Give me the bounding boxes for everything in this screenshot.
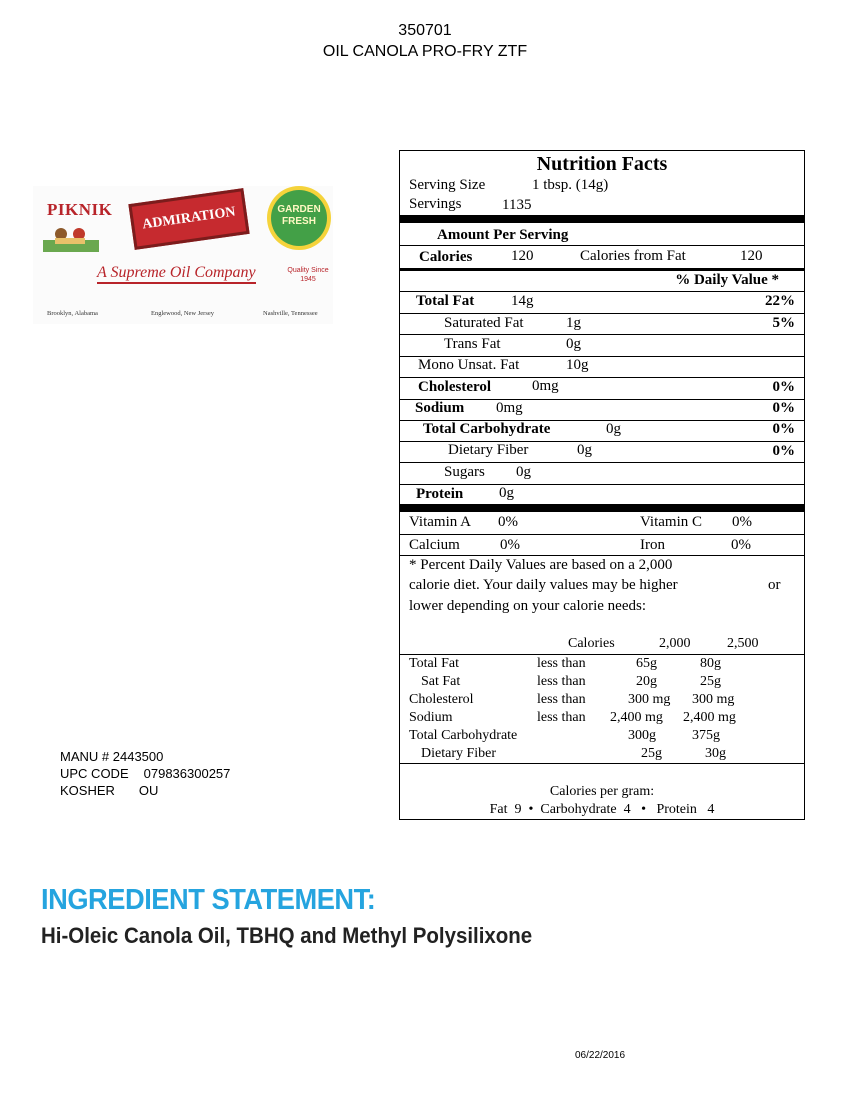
calories-per-gram-values <box>400 802 804 818</box>
ingredient-statement-text: Hi-Oleic Canola Oil, TBHQ and Methyl Polysilixone <box>41 923 533 948</box>
dv-row-qualifier: less than <box>537 656 586 671</box>
divider <box>400 245 804 246</box>
divider <box>400 555 804 556</box>
divider <box>400 534 804 535</box>
thick-divider <box>400 215 804 223</box>
vitamin-a-value: 0% <box>498 514 518 530</box>
nutrient-dv: 0% <box>772 443 795 459</box>
nutrient-amount: 1g <box>566 315 581 331</box>
upc-code <box>60 766 230 781</box>
daily-value-header: % Daily Value * <box>675 272 779 288</box>
nutrient-label: Sugars <box>444 464 485 480</box>
garden-fresh-logo-text: GARDEN FRESH <box>271 190 327 246</box>
amount-per-serving: Amount Per Serving <box>437 227 569 243</box>
iron-label: Iron <box>640 537 665 553</box>
cpg-fat-value: 9 <box>514 802 522 817</box>
dv-row-2000: 20g <box>636 674 657 689</box>
cpg-carb-label: Carbohydrate <box>540 802 617 817</box>
servings-value: 1135 <box>502 197 532 213</box>
divider <box>400 334 804 335</box>
nutrient-amount: 0g <box>566 336 581 352</box>
nutrient-amount: 0mg <box>532 378 559 394</box>
upc-label: UPC CODE <box>60 766 129 781</box>
nutrient-dv: 0% <box>772 400 795 416</box>
nutrient-amount: 0mg <box>496 400 523 416</box>
manu-value: 2443500 <box>112 749 164 764</box>
nutrient-amount: 0g <box>577 442 592 458</box>
divider <box>400 462 804 463</box>
nutrient-amount: 0g <box>516 464 531 480</box>
product-name: OIL CANOLA PRO-FRY ZTF <box>322 43 528 60</box>
dv-row-2500: 30g <box>705 746 726 761</box>
document-date: 06/22/2016 <box>575 1050 626 1061</box>
dv-row-2000: 2,400 mg <box>610 710 663 725</box>
company-logo <box>33 186 333 324</box>
nutrient-label: Saturated Fat <box>444 315 524 331</box>
divider <box>400 763 804 764</box>
piknik-logo-text: PIKNIK <box>47 200 113 219</box>
dv-row-label: Cholesterol <box>409 692 474 707</box>
nutrient-label: Protein <box>416 486 464 502</box>
nutrient-label: Trans Fat <box>444 336 501 352</box>
divider <box>400 654 804 655</box>
dv-row-2500: 300 mg <box>692 692 735 707</box>
iron-value: 0% <box>731 537 751 553</box>
bullet: • <box>528 802 534 817</box>
calories-fat-value: 120 <box>740 248 763 264</box>
nutrient-label: Total Carbohydrate <box>423 421 551 437</box>
nutrition-title: Nutrition Facts <box>536 153 668 175</box>
supreme-oil-logo-text: A Supreme Oil Company <box>97 264 256 284</box>
nutrient-dv: 22% <box>765 293 795 309</box>
nutrient-amount: 14g <box>511 293 534 309</box>
dv-row-qualifier: less than <box>537 692 586 707</box>
dv-col-2000: 2,000 <box>659 636 691 651</box>
vitamin-c-label: Vitamin C <box>640 514 703 530</box>
kosher-value: OU <box>138 783 159 798</box>
divider <box>400 484 804 485</box>
cpg-fat-label: Fat <box>489 802 508 817</box>
nutrient-label: Total Fat <box>416 293 475 309</box>
kosher-label: KOSHER <box>60 783 115 798</box>
divider <box>400 268 804 271</box>
dv-row-label: Sat Fat <box>421 674 461 689</box>
vitamin-a-label: Vitamin A <box>409 514 472 530</box>
nutrient-dv: 5% <box>772 315 795 331</box>
calcium-label: Calcium <box>409 537 460 553</box>
nutrient-amount: 0g <box>499 485 514 501</box>
divider <box>400 313 804 314</box>
divider <box>400 291 804 292</box>
dv-row-qualifier: less than <box>537 674 586 689</box>
servings-label: Servings <box>409 196 462 212</box>
dv-row-label: Sodium <box>409 710 453 725</box>
bullet: • <box>641 802 646 817</box>
picnic-illustration-icon <box>43 222 99 252</box>
ingredient-statement-title: INGREDIENT STATEMENT: <box>41 884 376 916</box>
footnote-line-3: lower depending on your calorie needs: <box>409 598 647 614</box>
footnote-or: or <box>768 577 781 593</box>
cpg-protein-value: 4 <box>707 802 715 817</box>
dv-row-label: Total Carbohydrate <box>409 728 518 743</box>
footnote-line-2: calorie diet. Your daily values may be higher <box>409 577 678 593</box>
dv-calories-label: Calories <box>568 636 615 651</box>
product-code: 350701 <box>398 22 452 39</box>
thick-divider <box>400 504 804 512</box>
dv-row-2500: 2,400 mg <box>683 710 736 725</box>
serving-size-label: Serving Size <box>409 177 486 193</box>
city-1: Brooklyn, Alabama <box>47 310 98 317</box>
footnote-line-1: * Percent Daily Values are based on a 2,000 <box>409 557 673 573</box>
cpg-carb-value: 4 <box>623 802 631 817</box>
manu-label: MANU # <box>60 749 110 764</box>
dv-row-2500: 375g <box>692 728 720 743</box>
dv-row-label: Total Fat <box>409 656 459 671</box>
cpg-protein-label: Protein <box>656 802 697 817</box>
admiration-logo-text: ADMIRATION <box>128 188 249 250</box>
nutrient-amount: 0g <box>606 421 621 437</box>
dv-row-2000: 300g <box>628 728 656 743</box>
nutrient-amount: 10g <box>566 357 589 373</box>
calories-value: 120 <box>511 248 534 264</box>
dv-row-qualifier: less than <box>537 710 586 725</box>
calories-fat-label: Calories from Fat <box>580 248 686 264</box>
serving-size-value: 1 tbsp. (14g) <box>532 177 609 193</box>
dv-col-2500: 2,500 <box>727 636 759 651</box>
calcium-value: 0% <box>500 537 520 553</box>
city-2: Englewood, New Jersey <box>151 310 214 317</box>
nutrient-dv: 0% <box>772 379 795 395</box>
calories-label: Calories <box>419 249 473 265</box>
manu-number <box>60 749 163 764</box>
dv-row-2000: 25g <box>641 746 662 761</box>
calories-per-gram-label: Calories per gram: <box>549 784 655 799</box>
divider <box>400 377 804 378</box>
kosher <box>60 783 158 798</box>
nutrient-label: Cholesterol <box>418 379 492 395</box>
dv-row-label: Dietary Fiber <box>421 746 497 761</box>
nutrient-label: Mono Unsat. Fat <box>418 357 520 373</box>
nutrient-label: Sodium <box>415 400 465 416</box>
dv-row-2000: 300 mg <box>628 692 671 707</box>
nutrient-label: Dietary Fiber <box>448 442 529 458</box>
city-3: Nashville, Tennessee <box>263 310 318 317</box>
dv-row-2000: 65g <box>636 656 657 671</box>
dv-row-2500: 80g <box>700 656 721 671</box>
upc-value: 079836300257 <box>143 766 231 781</box>
vitamin-c-value: 0% <box>732 514 752 530</box>
dv-row-2500: 25g <box>700 674 721 689</box>
quality-since-text: Quality Since 1945 <box>287 267 329 283</box>
nutrient-dv: 0% <box>772 421 795 437</box>
nutrition-facts-panel <box>399 150 805 820</box>
